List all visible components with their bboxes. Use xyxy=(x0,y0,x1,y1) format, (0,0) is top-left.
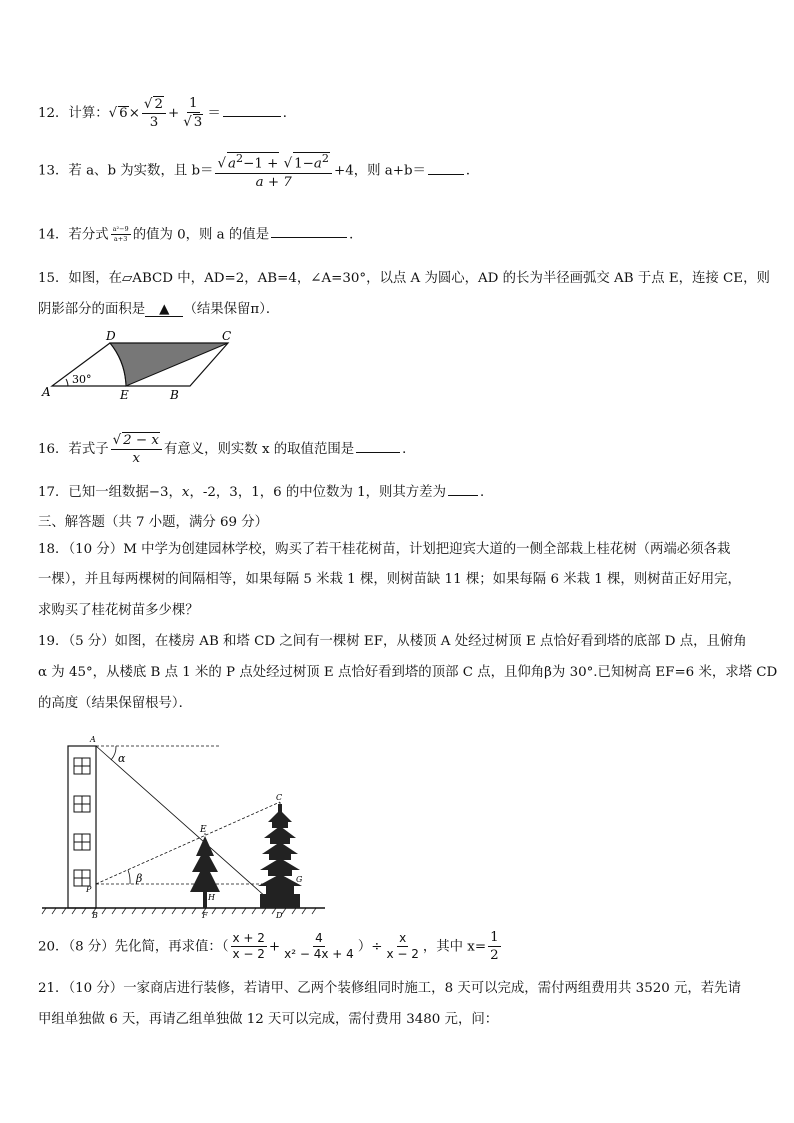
q20-fraction-1: $\frac{x + 2}{x - 2}$ xyxy=(232,930,265,962)
q16-fraction: $\frac{√ 2 - x}{x}$ xyxy=(111,432,162,467)
q19-line-p-to-c xyxy=(96,802,280,884)
q19-label-h: H xyxy=(208,893,215,902)
q13-fraction: $\frac{√ a^2-1 + √ 1-a^2}{a + 7}$ xyxy=(215,152,332,190)
question-18-line-2: 一棵），并且每两棵树的间隔相等，如果每隔 5 米栽 1 棵，则树苗缺 11 棵；如果每隔 6 米栽 1 棵，则树苗正好用完， xyxy=(38,572,741,587)
question-21-line-2: 甲组单独做 6 天，再请乙组单独做 12 天可以完成，需付费用 3480 元，问： xyxy=(38,1012,499,1027)
q12-answer-blank[interactable] xyxy=(223,115,281,117)
q15-label-b: B xyxy=(170,388,179,402)
q15-label-e: E xyxy=(120,388,129,402)
q14-fraction: $\frac{\text{a²−9}}{a+3}$ xyxy=(112,225,129,244)
q19-label-d: D xyxy=(276,911,283,920)
q19-pagoda xyxy=(258,804,302,908)
question-15-line-2: 阴影部分的面积是 ▲ （结果保留π）． xyxy=(38,302,280,317)
section-heading: 三、解答题（共 7 小题，满分 69 分） xyxy=(38,515,269,530)
q15-shaded-region xyxy=(110,343,228,386)
q19-tree xyxy=(190,836,220,908)
q15-label-d: D xyxy=(106,329,116,343)
question-14: 14．若分式 $\frac{\text{a²−9}}{a+3}$ 的值为 0，则 a 的值是 ． xyxy=(38,225,363,244)
q12-label: 12．计算： xyxy=(38,105,109,121)
q19-label-beta: β xyxy=(136,872,143,885)
question-19-line-1: 19．（5 分）如图，在楼房 AB 和塔 CD 之间有一棵树 EF，从楼顶 A 处经过树顶 E 点恰好看到塔的底部 D 点，且俯角 xyxy=(38,634,747,649)
q19-label-alpha: α xyxy=(118,752,126,765)
question-19-line-2: α 为 45°，从楼底 B 点 1 米的 P 点处经过树顶 E 点恰好看到塔的顶部 C 点，且仰角β为 30°.已知树高 EF=6 米，求塔 CD xyxy=(38,665,778,680)
q20-fraction-3: $\frac{x}{x - 2}$ xyxy=(386,930,419,962)
question-20: 20．（8 分）先化简，再求值：（ $\frac{x + 2}{x - 2}$ + $\frac{4}{\text{x² − 4x + 4}}$ ）÷ $\frac{x}{x - 2}$ ，其中 x= $\frac{1}{2}$ xyxy=(38,930,499,964)
q19-label-g: G xyxy=(296,875,303,884)
q15-answer-blank[interactable]: ▲ xyxy=(145,303,183,317)
q12-fraction-2: $\frac{1}{√ 3}$ xyxy=(183,96,203,131)
q15-label-a: A xyxy=(42,385,51,399)
question-21-line-1: 21．（10 分）一家商店进行装修，若请甲、乙两个装修组同时施工，8 天可以完成，需付两组费用共 3520 元，若先请 xyxy=(38,981,741,996)
q15-parallelogram-figure xyxy=(40,328,240,402)
q12-radicand: 6 xyxy=(119,105,128,121)
q19-label-a: A xyxy=(90,735,96,744)
q19-line-a-to-d xyxy=(96,746,276,906)
q19-label-p: P xyxy=(86,885,92,894)
q15-angle-label: 30° xyxy=(72,373,92,386)
question-19-line-3: 的高度（结果保留根号）． xyxy=(38,696,192,711)
q19-label-c: C xyxy=(276,793,283,802)
q20-fraction-4: $\frac{1}{2}$ xyxy=(490,930,499,964)
q15-label-c: C xyxy=(222,329,232,343)
q19-label-e: E xyxy=(200,825,207,835)
question-12: 12．计算：√ 6× $\frac{√ 2}{3}$ + $\frac{1}{√ 3}$ ＝ ． xyxy=(38,96,297,131)
q14-answer-blank[interactable] xyxy=(271,236,347,238)
question-13: 13．若 a、b 为实数，且 b＝ $\frac{√ a^2-1 + √ 1-a^2}{a + 7}$ +4，则 a+b＝ ． xyxy=(38,152,480,190)
question-16: 16．若式子 $\frac{√ 2 - x}{x}$ 有意义，则实数 x 的取值范围是 ． xyxy=(38,433,416,467)
q20-fraction-2: $\frac{4}{\text{x² − 4x + 4}}$ xyxy=(284,930,354,962)
q15-angle-arc xyxy=(66,379,68,386)
q17-answer-blank[interactable] xyxy=(448,494,478,496)
question-17: 17．已知一组数据−3，x，-2，3，1，6 的中位数为 1，则其方差为 ． xyxy=(38,485,494,500)
question-15-line-1: 15．如图，在▱ABCD 中，AD=2，AB=4，∠A=30°，以点 A 为圆心，AD 的长为半径画弧交 AB 于点 E，连接 CE，则 xyxy=(38,271,770,286)
q13-answer-blank[interactable] xyxy=(428,173,464,175)
question-18-line-3: 求购买了桂花树苗多少棵？ xyxy=(38,603,199,618)
q16-answer-blank[interactable] xyxy=(356,451,400,453)
q19-label-f: F xyxy=(202,911,208,920)
q19-label-b: B xyxy=(92,911,98,920)
question-18-line-1: 18．（10 分）M 中学为创建园林学校，购买了若干桂花树苗，计划把迎宾大道的一侧全部栽上桂花树（两端必须各栽 xyxy=(38,542,731,557)
q19-building-tower-figure xyxy=(40,732,330,922)
q12-fraction-1: $\frac{√ 2}{3}$ xyxy=(142,96,166,131)
